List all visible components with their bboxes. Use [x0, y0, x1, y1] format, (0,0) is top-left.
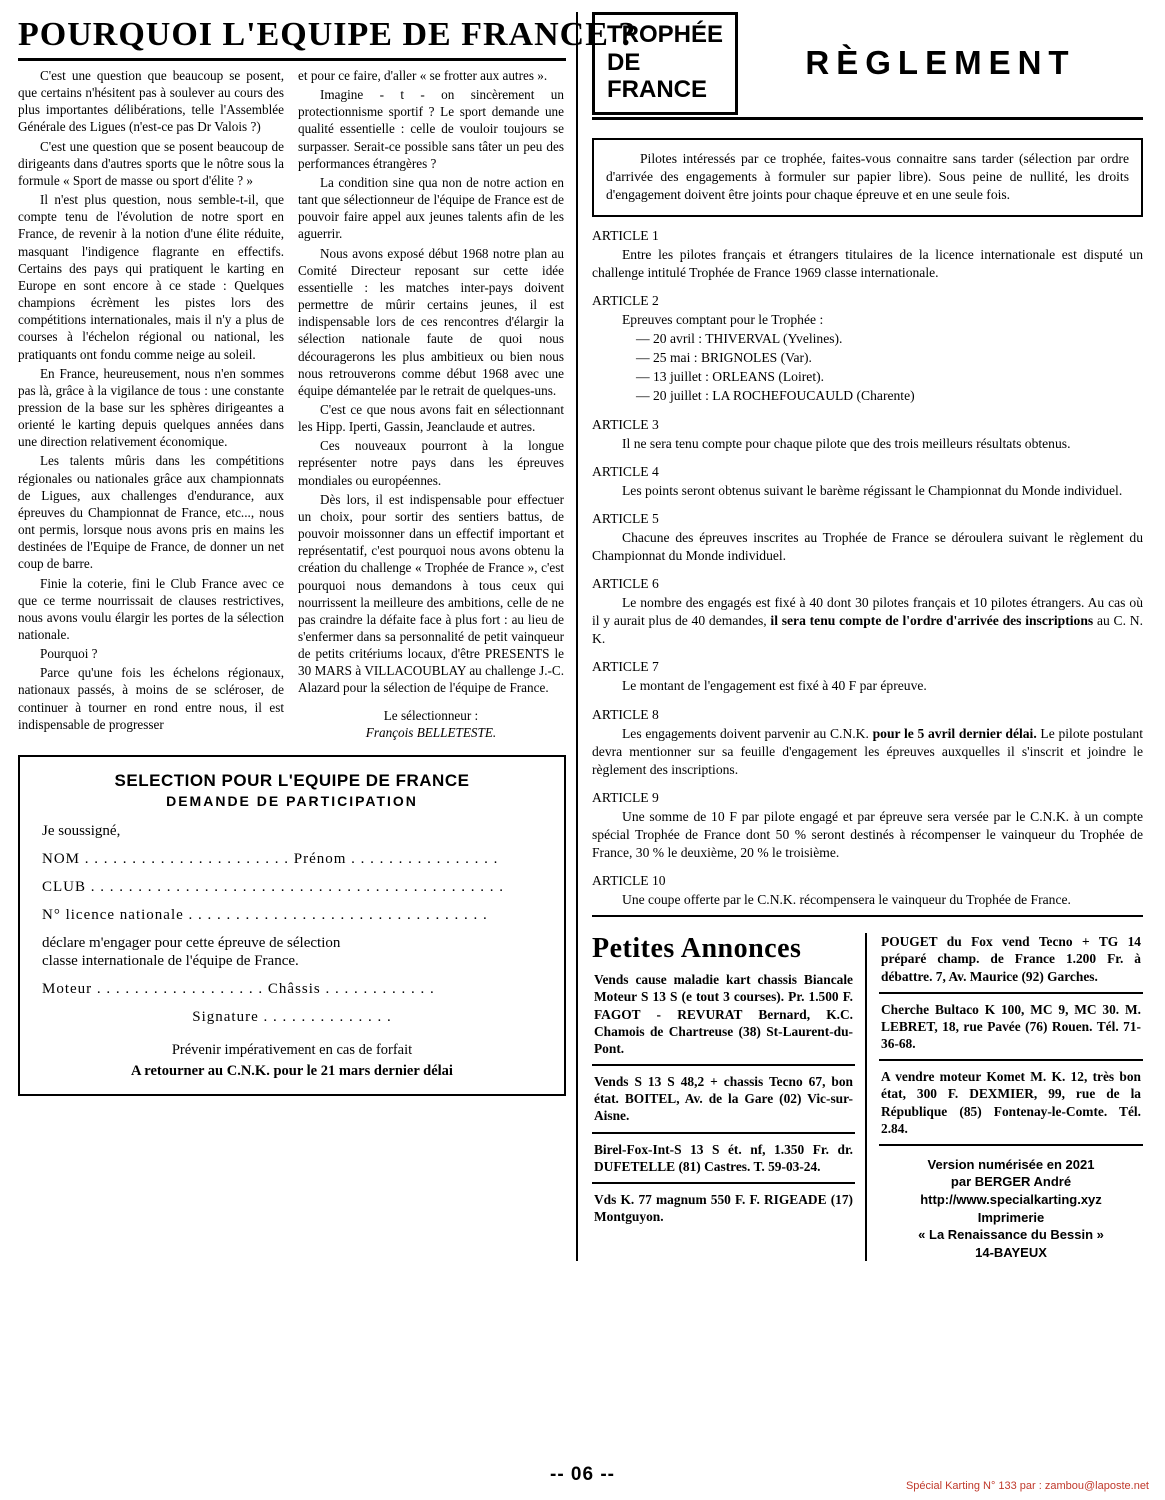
- page-number: -- 06 --: [550, 1464, 615, 1485]
- paragraph: Ces nouveaux pourront à la longue représenter notre pays dans les épreuves mondiales ou européennes.: [298, 438, 564, 488]
- event-item: — 25 mai : BRIGNOLES (Var).: [636, 350, 812, 366]
- paragraph: Nous avons exposé début 1968 notre plan au Comité Directeur reposant sur cette idée essentielle : les matches inter-pays doivent permettre de mûrir certains jeunes, il est indispensable lors de ces rencontres d'élargir la sélection nationale faute de quoi nous découragerons les plus ambitieux ou bien nous nous retrouverons comme début 1968 avec une équipe démantelée par le retrait de quelques-uns.: [298, 245, 564, 398]
- reglement-title: RÈGLEMENT: [805, 44, 1076, 82]
- classified-ad: Birel-Fox-Int-S 13 S ét. nf, 1.350 Fr. dr. DUFETELLE (81) Castres. T. 59-03-24.: [592, 1134, 855, 1184]
- petites-annonces-right: [867, 933, 1143, 1261]
- article-item: [592, 510, 1143, 565]
- article-heading: ARTICLE 5: [592, 510, 659, 526]
- article-text: [592, 594, 1143, 648]
- article-signature: [298, 707, 564, 741]
- selection-form-footer-2: A retourner au C.N.K. pour le 21 mars dernier délai: [131, 1062, 453, 1079]
- paragraph: Finie la coterie, fini le Club France avec ce que ce terme nourrissait de clauses restrictives, nous avons voulu élargir les portes de la sélection nationale.: [18, 575, 284, 642]
- notice-box: [592, 138, 1143, 217]
- credit-line: « La Renaissance du Bessin »: [918, 1227, 1104, 1243]
- article-column-2: [298, 67, 564, 741]
- field-moteur-chassis[interactable]: Moteur . . . . . . . . . . . . . . . . . . Châssis . . . . . . . . . . . .: [42, 980, 435, 997]
- article-text: Le montant de l'engagement est fixé à 40 F par épreuve.: [622, 678, 927, 694]
- scan-credit: Spécial Karting N° 133 par : zambou@laposte.net: [905, 1480, 1149, 1492]
- article-item: [592, 789, 1143, 862]
- article-text: Les points seront obtenus suivant le barème régissant le Championnat du Monde individuel.: [622, 482, 1123, 498]
- article-text: Une coupe offerte par le C.N.K. récompensera le vainqueur du Trophée de France.: [622, 892, 1071, 908]
- article-body: [18, 67, 566, 741]
- article-text-part: Le nombre des engagés est fixé à 40 dont 30 pilotes français et 10 pilotes étrangers. Au cas où il y aurait plus de 40 demandes,: [592, 595, 1143, 629]
- credit-line: Imprimerie: [977, 1209, 1045, 1225]
- article-text: Une somme de 10 F par pilote engagé et par épreuve sera versée par le C.N.K. à un compte spécial Trophée de France dont 50 % seront destinés à récompenser le vainqueur du Trophée de France, 30 % le deuxième, 20 % le troisième.: [592, 808, 1143, 861]
- field-nom-prenom[interactable]: NOM . . . . . . . . . . . . . . . . . . . . . . Prénom . . . . . . . . . . . . . . . .: [42, 850, 499, 867]
- article-text: [592, 725, 1143, 779]
- petites-annonces-left: [592, 933, 867, 1261]
- article-text: Epreuves comptant pour le Trophée :: [622, 312, 824, 328]
- field-signature[interactable]: Signature . . . . . . . . . . . . . .: [192, 1008, 392, 1025]
- declaration-line-2: classe internationale de l'équipe de France.: [42, 952, 299, 969]
- paragraph: Parce qu'une fois les échelons régionaux, nationaux passés, à moins de se scléroser, de continuer à tourner en rond entre nous, il est indispensable de progresser: [18, 665, 284, 732]
- paragraph: Imagine - t - on sincèrement un protectionnisme sportif ? Le sport demande une qualité essentielle : celle de vouloir toujours se surpasser. Serait-ce possible sans tâter un peu des performances étrangères ?: [298, 87, 564, 171]
- article-item: [592, 292, 1143, 405]
- classified-ad: POUGET du Fox vend Tecno + TG 14 préparé champ. de France 1.200 Fr. à débattre. 7, Av. Maurice (92) Garches.: [879, 933, 1143, 993]
- article-heading: ARTICLE 2: [592, 293, 659, 309]
- credit-line: par BERGER André: [950, 1174, 1072, 1190]
- article-heading: ARTICLE 3: [592, 416, 659, 432]
- paragraph: Dès lors, il est indispensable pour effectuer un choix, pour sortir des sentiers battus, de pouvoir moissonner dans un effectif important et représentatif, c'est pourquoi nous avons obtenu la création du challenge « Trophée de France », c'est pourquoi nous demandons à tous ceux qui nourrissent la meilleure des ambitions, celle de ne pas craindre la défaite face à plus fort : au lieu de s'enfermer dans sa personnalité de petit vainqueur de petits critériums locaux, d'être PRESENTS le 30 MARS à VILLACOUBLAY au challenge J.-C. Alazard pour la sélection de l'équipe de France.: [298, 491, 564, 696]
- field-licence[interactable]: N° licence nationale . . . . . . . . . . . . . . . . . . . . . . . . . . . . . . . .: [42, 906, 488, 923]
- petites-annonces-section: [592, 933, 1143, 1261]
- paragraph: C'est une question que beaucoup se posent, que certains n'hésitent pas à soulever au cours des plus importantes délibérations, telle l'Assemblée Générale des Ligues (n'est-ce pas Dr Valois ?): [18, 68, 284, 135]
- paragraph: C'est une question que se posent beaucoup de dirigeants dans d'autres sports que le nôtre sous la formule « Sport de masse ou sport d'élite ? »: [18, 138, 284, 188]
- paragraph: C'est ce que nous avons fait en sélectionnant les Hipp. Iperti, Gassin, Jeanclaude et autres.: [298, 401, 564, 435]
- classified-ad: Cherche Bultaco K 100, MC 9, MC 30. M. LEBRET, 18, rue Pavée (76) Rouen. Tél. 71-36-68.: [879, 994, 1143, 1061]
- article-heading: ARTICLE 6: [592, 576, 659, 592]
- article-item: [592, 463, 1143, 500]
- classified-ad: Vends S 13 S 48,2 + chassis Tecno 67, bon état. BOITEL, Av. de la Gare (02) Vic-sur-Aisne.: [592, 1066, 855, 1133]
- digitization-credit: [879, 1146, 1143, 1261]
- badge-line-3: FRANCE: [607, 76, 707, 104]
- paragraph: et pour ce faire, d'aller « se frotter aux autres ».: [298, 68, 548, 83]
- article-heading: ARTICLE 8: [592, 706, 659, 722]
- field-club[interactable]: CLUB . . . . . . . . . . . . . . . . . . . . . . . . . . . . . . . . . . . . . . . . . . . .: [42, 878, 505, 895]
- declaration-line-1: déclare m'engager pour cette épreuve de sélection: [42, 934, 341, 951]
- paragraph: Pourquoi ?: [40, 646, 98, 662]
- article-text: Il ne sera tenu compte pour chaque pilote que des trois meilleurs résultats obtenus.: [622, 435, 1071, 451]
- classified-ad: Vds K. 77 magnum 550 F. F. RIGEADE (17) Montguyon.: [594, 1191, 854, 1225]
- classified-ad: A vendre moteur Komet M. K. 12, très bon état, 300 F. DEXMIER, 99, rue de la République (85) Fontenay-le-Comte. Tél. 2.84.: [879, 1061, 1143, 1146]
- event-item: — 20 juillet : LA ROCHEFOUCAULD (Charente): [636, 388, 915, 404]
- badge-line-1: TROPHÉE: [607, 21, 724, 48]
- credit-website[interactable]: http://www.specialkarting.xyz: [920, 1191, 1102, 1207]
- selection-form-box: [18, 755, 566, 1096]
- event-item: — 20 avril : THIVERVAL (Yvelines).: [636, 331, 843, 347]
- paragraph: La condition sine qua non de notre action en tant que sélectionneur de l'équipe de France est de pouvoir faire appel aux jeunes talents afin de les aguerrir.: [298, 174, 564, 242]
- article-heading: ARTICLE 1: [592, 227, 659, 243]
- paragraph: Il n'est plus question, nous semble-t-il, que compte tenu de l'évolution de notre sport en France, de revenir à la notion d'une élite réduite, masquant l'indigence flagrante en effectifs. Certains des pays qui pratiquent le karting en Europe en sont encore à ce stade : Quelques champions écrèment les pistes lors des compétitions internationales, mais il n'y a plus de courses à l'échelon régional ou national, les pratiquants ont fondu comme neige au soleil.: [18, 192, 284, 362]
- selection-form-footer-1: Prévenir impérativement en cas de forfait: [171, 1041, 413, 1058]
- article-text-bold: il sera tenu compte de l'ordre d'arrivée des inscriptions: [770, 613, 1094, 629]
- articles-list: [592, 227, 1143, 910]
- article-heading: ARTICLE 9: [592, 789, 659, 805]
- credit-line: 14-BAYEUX: [975, 1244, 1047, 1260]
- events-list: [636, 330, 1143, 405]
- page-footer: [0, 1464, 1165, 1494]
- article-text-bold: pour le 5 avril dernier délai.: [872, 725, 1037, 741]
- article-column-1: [18, 67, 284, 741]
- paragraph: En France, heureusement, nous n'en sommes pas là, grâce à la vigilance de tous : une constante pression de la base sur les sphères dirigeantes a orienté le karting depuis quelques années dans une direction relativement économique.: [18, 365, 284, 450]
- article-text-part: au C. N. K.: [592, 613, 1143, 647]
- badge-line-2: DE: [607, 48, 641, 76]
- article-heading: ARTICLE 7: [592, 659, 659, 675]
- event-item: — 13 juillet : ORLEANS (Loiret).: [636, 369, 825, 385]
- article-item: [592, 706, 1143, 779]
- article-item: [592, 227, 1143, 282]
- right-column: [578, 12, 1143, 1261]
- article-item: [592, 658, 1143, 695]
- credit-line: Version numérisée en 2021: [927, 1156, 1095, 1172]
- article-item: [592, 575, 1143, 648]
- paragraph: Les talents mûris dans les compétitions régionales ou nationales grâce aux championnats de Ligues, aux challenges d'endurance, aux épreuves du Championnat de France, etc..., nous ont permis, lorsque nous avons pris en mains les destinées de l'Equipe de France, de donner un net coup de barre.: [18, 453, 284, 572]
- signature-name: François BELLETESTE.: [365, 724, 497, 740]
- selection-form-title: SELECTION POUR L'EQUIPE DE FRANCE: [114, 770, 470, 790]
- article-text-part: Les engagements doivent parvenir au C.N.K.: [622, 725, 873, 741]
- petites-annonces-title: Petites Annonces: [592, 933, 802, 965]
- article-item: [592, 416, 1143, 453]
- section-divider: [592, 915, 1143, 917]
- selection-form-intro: Je soussigné,: [42, 822, 121, 839]
- article-heading: ARTICLE 10: [592, 873, 666, 889]
- classified-ad: Vends cause maladie kart chassis Biancale Moteur S 13 S (e tout 3 courses). Pr. 1.500 F. FAGOT - REVURAT Bernard, K.C. Chamois de Chartreuse (38) St-Laurent-du-Pont.: [592, 971, 855, 1066]
- article-heading: ARTICLE 4: [592, 463, 659, 479]
- selection-form-subtitle: DEMANDE DE PARTICIPATION: [166, 792, 418, 809]
- article-item: [592, 872, 1143, 909]
- page-body: [18, 12, 1147, 1261]
- signature-label: Le sélectionneur :: [383, 707, 479, 723]
- article-text: Entre les pilotes français et étrangers titulaires de la licence internationale est disputé un challenge intitulé Trophée de France 1969 classe internationale.: [592, 246, 1143, 280]
- notice-text: Pilotes intéressés par ce trophée, faites-vous connaitre sans tarder (sélection par ordre d'arrivée des engagements à formuler sur papier libre). Sous peine de nullité, les droits d'engagement doivent être joints pour chaque épreuve et en une seule fois.: [606, 150, 1129, 203]
- trophee-de-france-badge: [592, 12, 738, 115]
- reglement-header: [592, 12, 1143, 120]
- article-text: Chacune des épreuves inscrites au Trophée de France se déroulera suivant le règlement du Championnat du Monde individuel.: [592, 529, 1143, 563]
- article-text-part: Le pilote postulant devra mentionner sur sa feuille d'engagement les épreuves auxquelles il s'inscrit et joindre le règlement des inscriptions.: [592, 725, 1143, 777]
- page-title: POURQUOI L'EQUIPE DE FRANCE ?: [18, 16, 566, 61]
